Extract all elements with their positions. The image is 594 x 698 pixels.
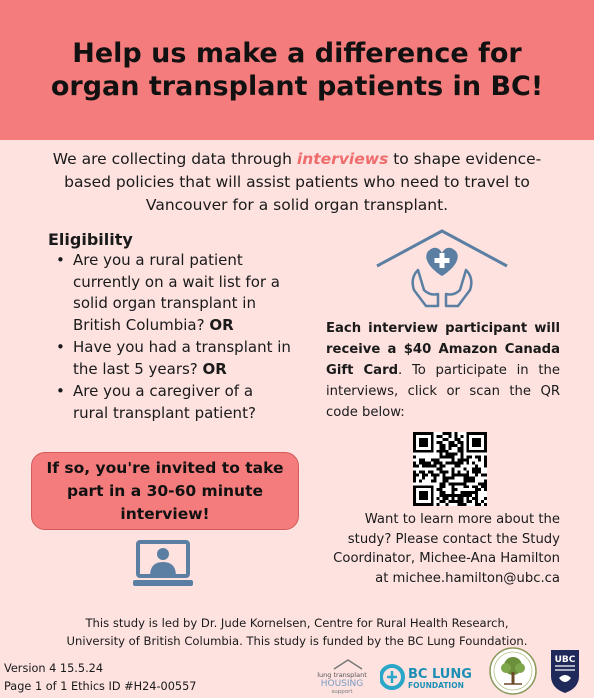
footer-line: University of British Columbia. This study is funded by the BC Lung Foundation. [66,634,528,648]
eligibility-item-or: OR [209,315,234,334]
list-item [56,250,292,336]
centre-rural-health-seal-logo [488,646,538,696]
qr-code[interactable] [413,432,487,506]
bullet-dot: • [56,251,65,269]
list-item [56,381,292,424]
eligibility-title: Eligibility [48,230,133,249]
contact-email-line: at michee.hamilton@ubc.ca [375,570,560,586]
list-item [56,337,292,380]
house-heart-hands-icon [374,228,510,310]
video-call-icon [133,540,193,588]
footer-line: This study is led by Dr. Jude Kornelsen, Centre for Rural Health Research, [85,616,509,630]
logo-text: FOUNDATION [408,681,464,690]
eligibility-item-or: OR [202,359,227,378]
eligibility-list [56,250,292,425]
intro-paragraph [40,148,554,217]
eligibility-item-text: Are you a rural patient currently on a wait list for a solid organ transplant in British Columbia? [73,251,280,334]
intro-text-after: to shape evidence-based policies that will assist patients who need to travel to Vancouver for a solid organ transplant. [64,150,542,214]
page-title: Help us make a difference for organ transplant patients in BC! [50,38,544,102]
bullet-dot: • [56,382,65,400]
contact-line: study? Please contact the Study [347,531,560,547]
contact-line: Coordinator, Michee-Ana Hamilton [333,551,560,567]
invitation-box [31,452,299,530]
reward-info [326,318,560,423]
contact-line: Want to learn more about the [364,512,560,527]
eligibility-item-text: Have you had a transplant in the last 5 years? [73,338,291,378]
intro-text-before: We are collecting data through [52,150,297,168]
logo-text: lung transplant [317,671,367,679]
invitation-text: If so, you're invited to take part in a 30-60 minute interview! [46,458,284,523]
logo-text: BC LUNG [408,667,472,682]
footer-credits [20,614,574,650]
contact-info [326,510,560,588]
bc-lung-foundation-logo [380,663,478,691]
reward-period: . [398,363,403,378]
reward-bold-text: Each interview participant will receive a $40 Amazon Canada Gift Card [326,321,560,378]
logo-text: UBC [554,655,576,665]
logo-text: support [331,689,353,695]
ubc-crest-logo [549,648,581,694]
ethics-line: Page 1 of 1 Ethics ID #H24-00557 [4,680,197,693]
version-info [4,660,197,696]
reward-instruction: To participate in the interviews, click or scan the QR code below: [326,363,560,420]
lung-transplant-housing-logo [312,657,372,695]
title-banner [0,0,594,140]
version-line: Version 4 15.5.24 [4,662,104,675]
bullet-dot: • [56,338,65,356]
intro-highlight: interviews [296,150,389,168]
eligibility-item-text: Are you a caregiver of a rural transplant patient? [73,382,256,422]
logo-text: HOUSING [320,679,364,689]
